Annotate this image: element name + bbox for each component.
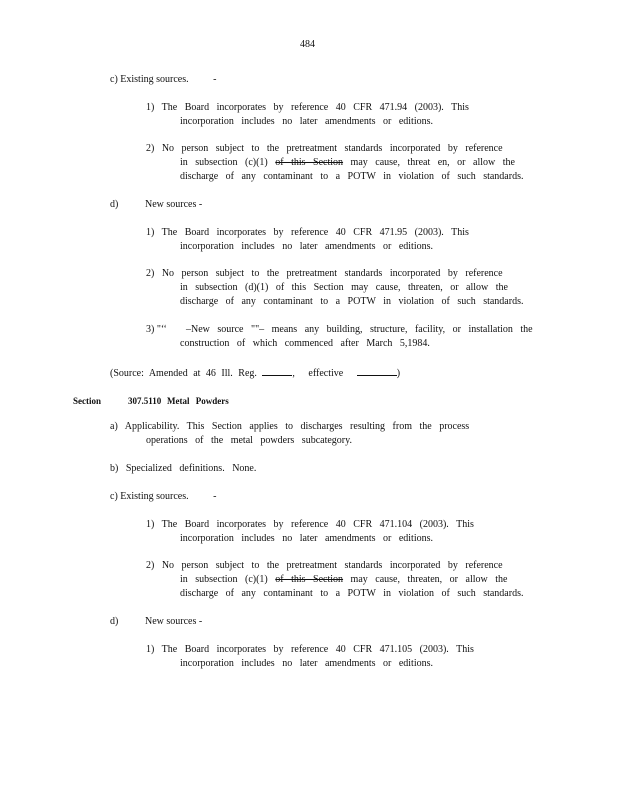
new-sources-heading-2 <box>110 615 203 629</box>
source-note: (Source: Amended at 46 Ill. Reg. , effective ) <box>110 365 400 381</box>
b-c1-line-1: 1) The Board incorporates by reference 40 CFR 471.104 (2003). This <box>146 519 474 530</box>
existing-sources-dash-2: - <box>213 491 217 502</box>
existing-sources-dash: - <box>213 74 217 85</box>
section-title: Metal Powders <box>167 396 229 406</box>
section-label: Section <box>73 396 101 406</box>
d1-line-1: 1) The Board incorporates by reference 40 CFR 471.95 (2003). This <box>146 227 469 238</box>
c2-struck-text: of this Section <box>275 157 344 168</box>
b-d1-line-2: incorporation includes no later amendments or editions. <box>180 658 433 669</box>
section-number: 307.5110 <box>128 396 162 406</box>
applicability-line-1: a) Applicability. This Section applies to discharges resulting from the process <box>110 421 470 432</box>
effective-label: effective <box>308 368 344 379</box>
new-sources-text-2: New sources - <box>145 616 203 627</box>
c2-line-2-end: may cause, threat en, or allow the <box>350 157 515 168</box>
d3-line-2: construction of which commenced after March 5,1984. <box>180 338 430 349</box>
b-c2-struck-text: of this Section <box>275 574 344 585</box>
new-sources-text: New sources - <box>145 199 203 210</box>
c2-line-1: 2) No person subject to the pretreatment standards incorporated by reference <box>146 143 503 154</box>
existing-sources-label-2: c) Existing sources. <box>110 491 189 502</box>
b-c2-line-2 <box>180 573 507 587</box>
d3-lead: 3) "‘‘ <box>146 324 167 335</box>
b-c2-line-3: discharge of any contaminant to a POTW in violation of such standards. <box>180 588 524 599</box>
existing-sources-label: c) Existing sources. <box>110 74 189 85</box>
existing-sources-heading <box>110 73 216 87</box>
b-c2-line-2-end: may cause, threaten, or allow the <box>350 574 508 585</box>
c2-line-2-start: in subsection (c)(1) <box>180 157 268 168</box>
d2-line-1: 2) No person subject to the pretreatment standards incorporated by reference <box>146 268 503 279</box>
existing-sources-heading-2 <box>110 490 216 504</box>
b-c1-line-2: incorporation includes no later amendments or editions. <box>180 533 433 544</box>
page-number: 484 <box>300 39 315 50</box>
d1-line-2: incorporation includes no later amendments or editions. <box>180 241 433 252</box>
b-c2-line-1: 2) No person subject to the pretreatment standards incorporated by reference <box>146 560 503 571</box>
reg-issue-blank <box>262 365 292 376</box>
d2-line-3: discharge of any contaminant to a POTW in violation of such standards. <box>180 296 524 307</box>
c1-line-1: 1) The Board incorporates by reference 40 CFR 471.94 (2003). This <box>146 102 469 113</box>
b-c2-line-2-start: in subsection (c)(1) <box>180 574 268 585</box>
section-heading <box>73 394 229 408</box>
new-sources-label-2: d) <box>110 616 119 627</box>
c1-line-2: incorporation includes no later amendments or editions. <box>180 116 433 127</box>
d2-line-2: in subsection (d)(1) of this Section may cause, threaten, or allow the <box>180 282 508 293</box>
applicability-line-2: operations of the metal powders subcategory. <box>146 435 352 446</box>
effective-date-blank <box>357 365 397 376</box>
new-sources-heading <box>110 198 203 212</box>
new-sources-label: d) <box>110 199 119 210</box>
c2-line-2 <box>180 156 515 170</box>
b-d1-line-1: 1) The Board incorporates by reference 40 CFR 471.105 (2003). This <box>146 644 474 655</box>
c2-line-3: discharge of any contaminant to a POTW in violation of such standards. <box>180 171 524 182</box>
specialized-definitions: b) Specialized definitions. None. <box>110 463 257 474</box>
d3-line-1: –New source ""– means any building, structure, facility, or installation the <box>186 324 533 335</box>
source-text: (Source: Amended at 46 Ill. Reg. <box>110 368 257 379</box>
